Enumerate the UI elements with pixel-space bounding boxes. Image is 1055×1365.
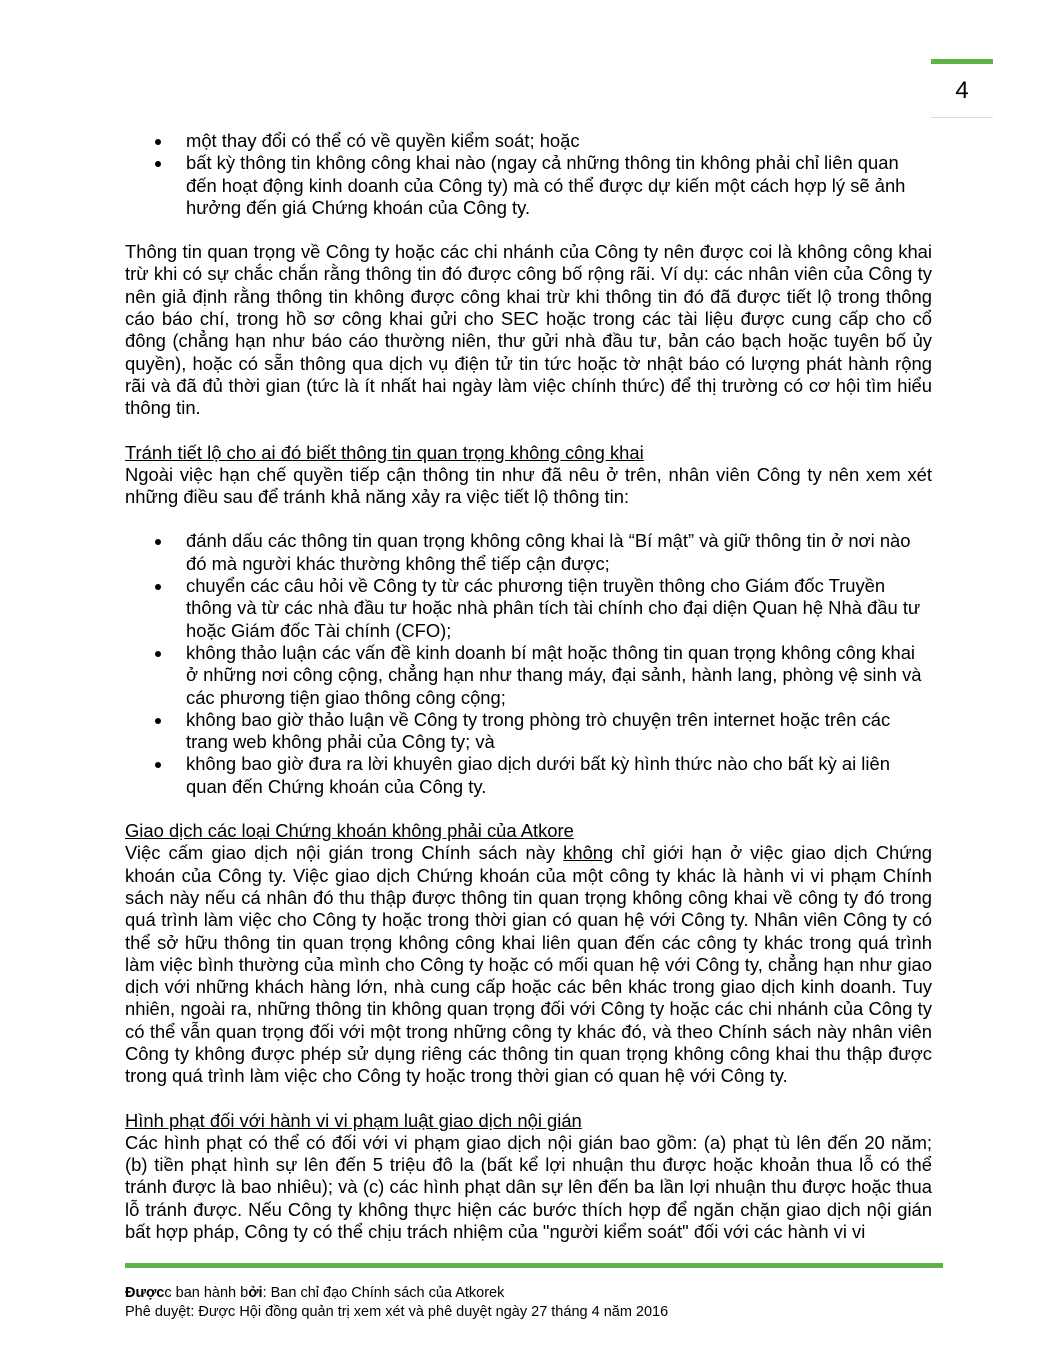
paragraph-penalties: Các hình phạt có thể có đối với vi phạm giao dịch nội gián bao gồm: (a) phạt tù lên đến 20 năm; (b) tiền phạt hình sự lên đến 5 triệu đô la (bất kể lợi nhuận thu được hoặc khoản thua lỗ có thể tránh được là bao nhiêu); và (c) các hình phạt dân sự lên đến ba lần lợi nhuận thu được hoặc thua lỗ tránh được. Nếu Công ty không thực hiện các bước thích hợp để ngăn chặn giao dịch nội gián bất hợp pháp, Công ty có thể chịu trách nhiệm của "người kiểm soát" đối với các hành vi vi [125,1131,932,1243]
footer-rule [125,1263,943,1268]
paragraph-other-securities [125,842,932,1087]
bullet-list-top [125,130,932,219]
emphasis-underlined: không [563,842,614,864]
paragraph-disclosure-intro: Ngoài việc hạn chế quyền tiếp cận thông tin như đã nêu ở trên, nhân viên Công ty nên xem xét những điều sau để tránh khả năng xảy ra việc tiết lộ thông tin: [125,463,932,508]
paragraph-text-after: chỉ giới hạn ở việc giao dịch Chứng khoán của Công ty. Việc giao dịch Chứng khoán của một công ty khác là hành vi vi phạm Chính sách này nếu cá nhân đó thu thập được thông tin quan trọng không công khai về công ty đó trong quá trình làm việc cho Công ty hoặc trong thời gian có quan hệ với Công ty. Nhân viên Công ty có thể sở hữu thông tin quan trọng không công khai liên quan đến các công ty khác trong quá trình làm việc bình thường của mình cho Công ty hoặc có mối quan hệ với Công ty, chẳng hạn như giao dịch với những khách hàng lớn, nhà cung cấp hoặc các bên khác trong giao dịch kinh doanh. Tuy nhiên, ngoài ra, những thông tin không quan trọng đối với Công ty hoặc các chi nhánh của Công ty có thể vẫn quan trọng đối với một trong những công ty khác đó, và theo Chính sách này nhân viên Công ty không được phép sử dụng riêng các thông tin quan trọng không công khai thu thập được trong quá trình làm việc cho Công ty hoặc trong thời gian có quan hệ với Công ty. [125,842,932,1087]
document-body [125,130,932,1243]
bullet-list-disclosure [125,530,932,798]
list-item: không bao giờ đưa ra lời khuyên giao dịch dưới bất kỳ hình thức nào cho bất kỳ ai liên quan đến Chứng khoán của Công ty. [125,753,932,798]
paragraph-text-before: Việc cấm giao dịch nội gián trong Chính sách này [125,842,564,864]
footer [125,1284,943,1322]
page-number-accent-bar [931,59,993,64]
list-item: một thay đổi có thể có về quyền kiểm soát; hoặc [125,130,932,152]
list-item: không bao giờ thảo luận về Công ty trong phòng trò chuyện trên internet hoặc trên các trang web không phải của Công ty; và [125,709,932,754]
list-item: chuyển các câu hỏi về Công ty từ các phương tiện truyền thông cho Giám đốc Truyền thông và từ các nhà đầu tư hoặc nhà phân tích tài chính cho đại diện Quan hệ Nhà đầu tư hoặc Giám đốc Tài chính (CFO); [125,575,932,642]
list-item: không thảo luận các vấn đề kinh doanh bí mật hoặc thông tin quan trọng không công khai ở những nơi công cộng, chẳng hạn như thang máy, đại sảnh, hành lang, phòng vệ sinh và các phương tiện giao thông công cộng; [125,642,932,709]
list-item: đánh dấu các thông tin quan trọng không công khai là “Bí mật” và giữ thông tin ở nơi nào đó mà người khác thường không thể tiếp cận được; [125,530,932,575]
section-heading-disclosure: Tránh tiết lộ cho ai đó biết thông tin quan trọng không công khai [125,441,644,463]
list-item: bất kỳ thông tin không công khai nào (ngay cả những thông tin không phải chỉ liên quan đến hoạt động kinh doanh của Công ty) mà có thể được dự kiến một cách hợp lý sẽ ảnh hưởng đến giá Chứng khoán của Công ty. [125,152,932,219]
footer-approval: Phê duyệt: Được Hội đồng quản trị xem xét và phê duyệt ngày 27 tháng 4 năm 2016 [125,1304,669,1320]
paragraph-public-info: Thông tin quan trọng về Công ty hoặc các chi nhánh của Công ty nên được coi là không công khai trừ khi có sự chắc chắn rằng thông tin đó được công bố rộng rãi. Ví dụ: các nhân viên của Công ty nên giả định rằng thông tin không được công khai trừ khi thông tin đó đã được tiết lộ trong thông cáo báo chí, trong hồ sơ công khai gửi cho SEC hoặc trong các tài liệu được cung cấp cho cổ đông (chẳng hạn như báo cáo thường niên, thư gửi nhà đầu tư, bản cáo bạch hoặc tuyên bố ủy quyền), hoặc có sẵn thông qua dịch vụ điện tử tin tức hoặc tờ nhật báo có lượng phát hành rộng rãi và đã đủ thời gian (tức là ít nhất hai ngày làm việc chính thức) để thị trường có cơ hội tìm hiểu thông tin. [125,241,932,419]
page-number-rule [931,117,993,118]
section-heading-other-securities: Giao dịch các loại Chứng khoán không phải của Atkore [125,820,574,842]
section-heading-penalties: Hình phạt đối với hành vi vi phạm luật giao dịch nội gián [125,1109,582,1131]
page-number: 4 [955,77,969,104]
footer-issued-by: Đượcc ban hành bởi: Ban chỉ đạo Chính sách của Atkorek [125,1285,505,1301]
